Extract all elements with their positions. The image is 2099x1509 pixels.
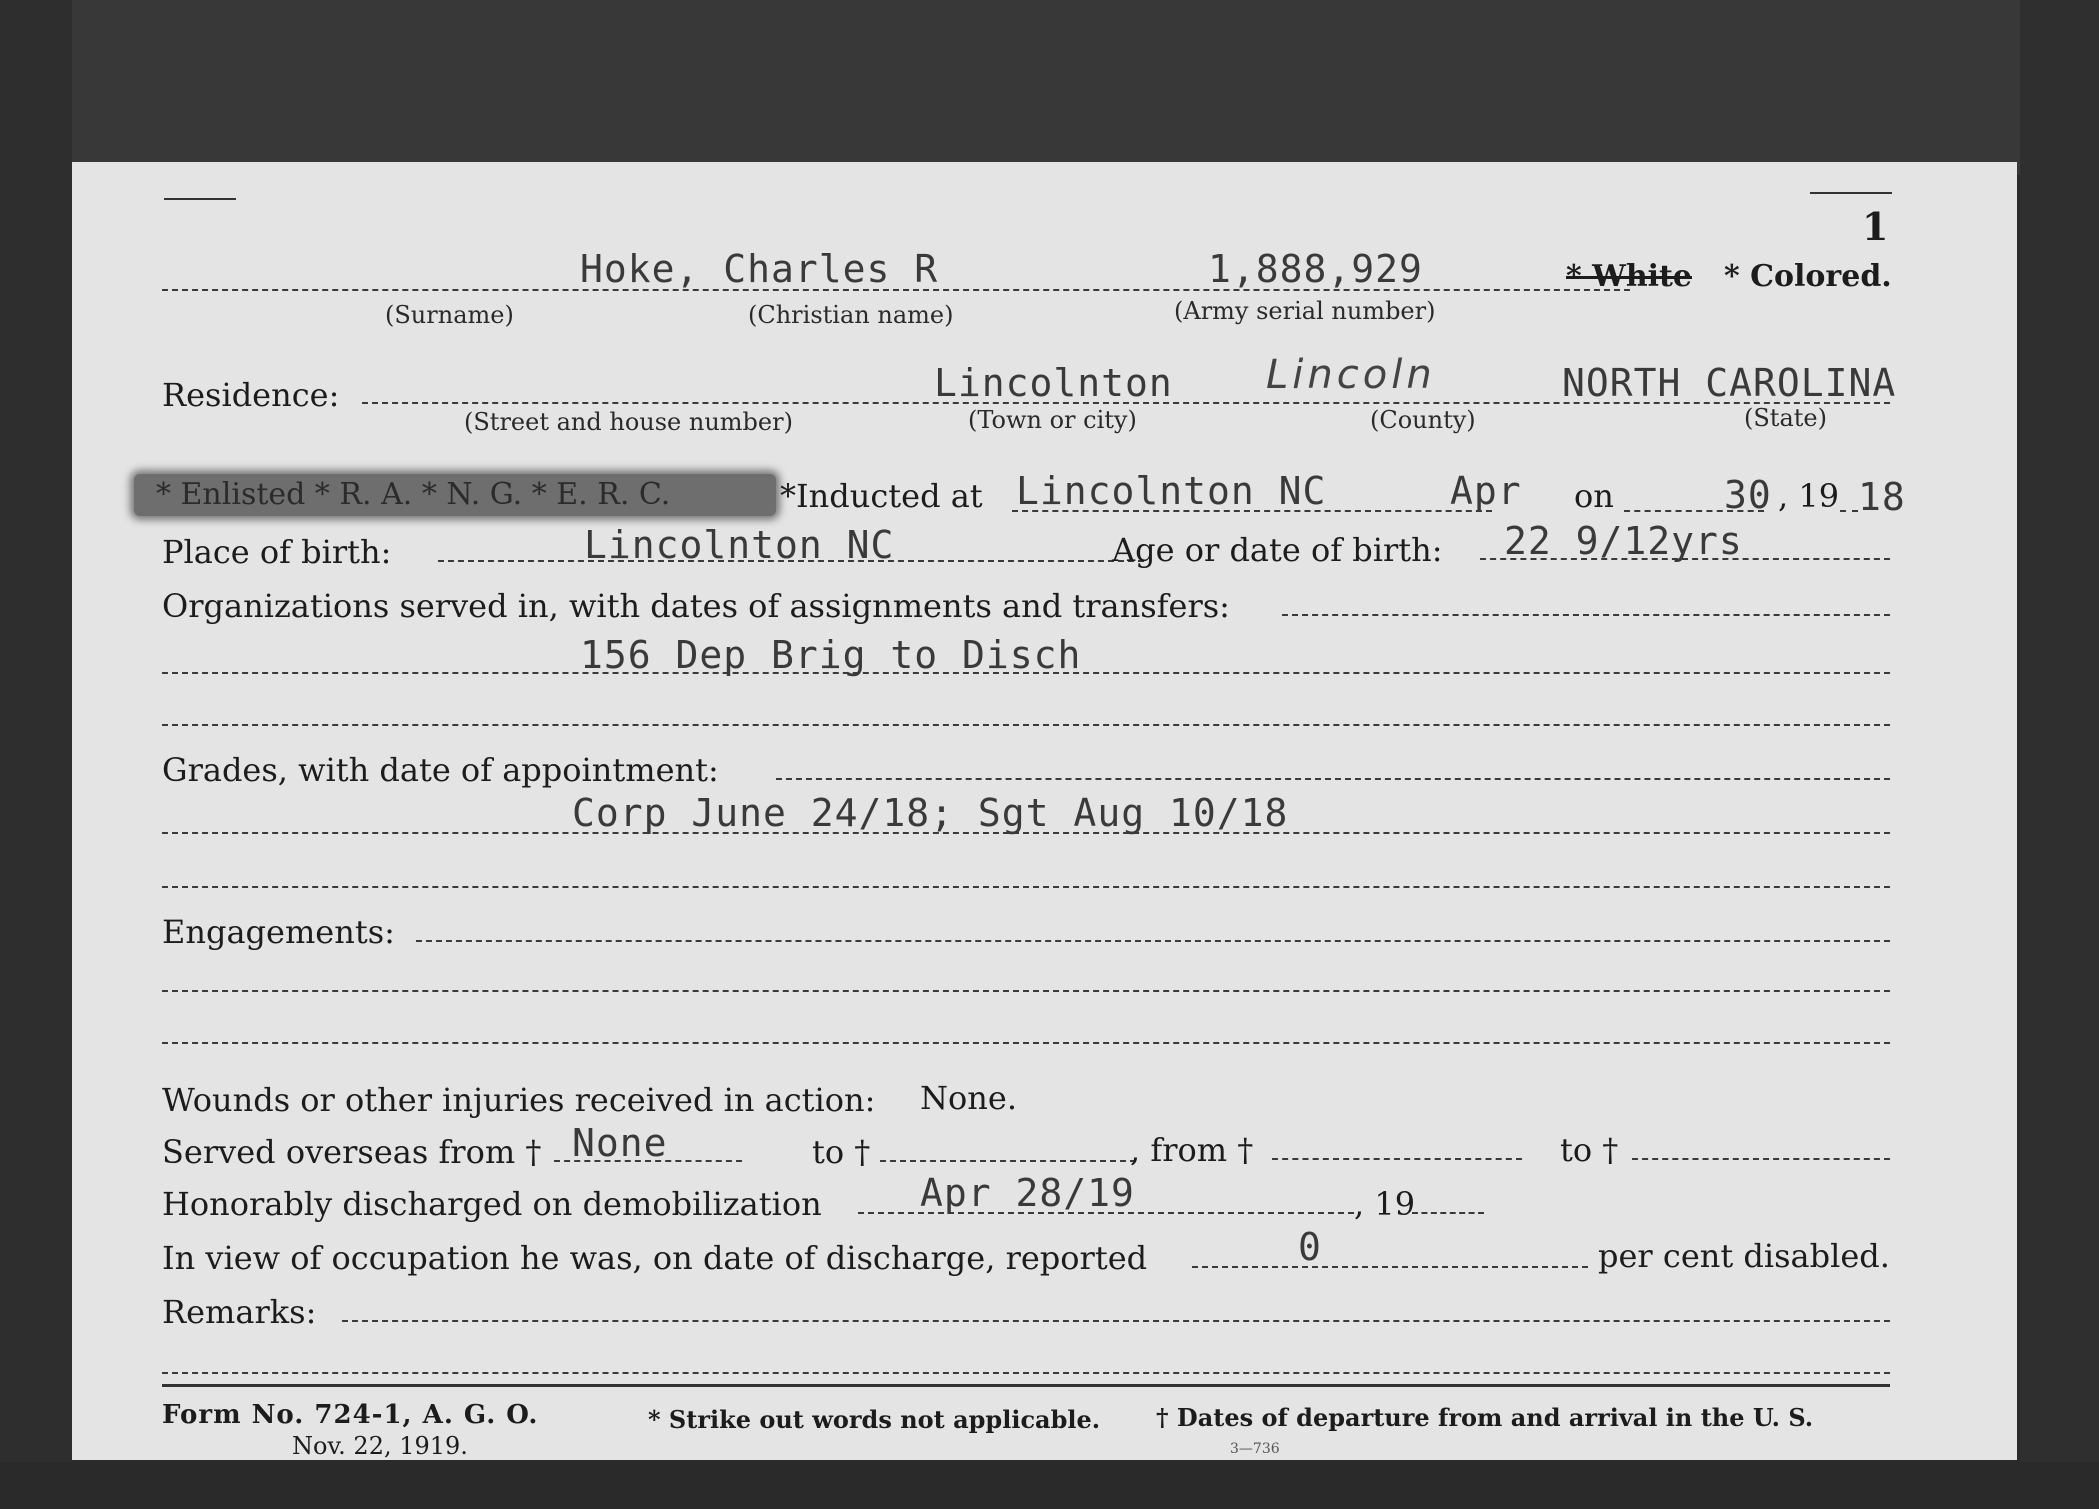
service-record-card <box>72 162 2017 1460</box>
street-label: (Street and house number) <box>464 408 793 436</box>
residence-state: NORTH CAROLINA <box>1562 361 1897 405</box>
discharge-label: Honorably discharged on demobilization <box>162 1185 822 1223</box>
state-label: (State) <box>1744 404 1827 432</box>
residence-label: Residence: <box>162 376 340 414</box>
age-value: 22 9/12yrs <box>1504 519 1743 563</box>
birthplace-value: Lincolnton NC <box>584 523 895 567</box>
engagements-underline-2 <box>162 990 1890 992</box>
overseas-label: Served overseas from † <box>162 1133 542 1171</box>
scan-background-bottom <box>0 1462 2099 1509</box>
scan-background-left <box>0 0 72 1509</box>
organizations-underline-1 <box>1282 614 1890 616</box>
inducted-day: 30 <box>1724 473 1772 517</box>
organizations-label: Organizations served in, with dates of assignments and transfers: <box>162 587 1230 625</box>
county-label: (County) <box>1370 406 1476 434</box>
inducted-year: 18 <box>1858 475 1906 519</box>
wounds-value: None. <box>920 1079 1017 1117</box>
surname-label: (Surname) <box>385 301 514 329</box>
disability-suffix: per cent disabled. <box>1598 1237 1890 1275</box>
remarks-underline-1 <box>342 1320 1890 1322</box>
scan-background-top <box>0 0 2099 175</box>
race-white: * White <box>1566 259 1692 294</box>
overseas-from-label-2: , from † <box>1130 1131 1254 1169</box>
name-value: Hoke, Charles R <box>580 247 939 291</box>
scan-background-right <box>2020 0 2099 1509</box>
form-number: Form No. 724-1, A. G. O. <box>162 1400 539 1430</box>
inducted-year-underline <box>1840 510 1858 512</box>
inducted-label: *Inducted at <box>780 477 983 515</box>
overseas-value: None <box>572 1121 668 1165</box>
top-left-rule <box>164 198 236 200</box>
remarks-label: Remarks: <box>162 1293 317 1331</box>
disability-underline <box>1192 1266 1588 1268</box>
strike-note: * Strike out words not applicable. <box>648 1405 1101 1434</box>
overseas-to-underline-2 <box>1632 1158 1890 1160</box>
town-label: (Town or city) <box>968 406 1137 434</box>
top-right-rule <box>1810 192 1892 194</box>
engagements-underline-3 <box>162 1042 1890 1044</box>
serial-label: (Army serial number) <box>1174 297 1436 325</box>
grades-underline-3 <box>162 886 1890 888</box>
discharge-value: Apr 28/19 <box>920 1171 1135 1215</box>
overseas-to-underline-1 <box>880 1160 1136 1162</box>
dates-note: † Dates of departure from and arrival in the U. S. <box>1156 1403 1814 1432</box>
age-label: Age or date of birth: <box>1112 531 1443 569</box>
overseas-from-underline-2 <box>1272 1158 1522 1160</box>
remarks-underline-2 <box>162 1372 1890 1374</box>
card-number: 1 <box>1862 204 1889 249</box>
discharge-year-underline <box>1412 1212 1484 1214</box>
wounds-label: Wounds or other injuries received in action: <box>162 1081 876 1119</box>
inducted-place: Lincolnton NC <box>1016 469 1327 513</box>
overseas-to-label-2: to † <box>1560 1131 1619 1169</box>
organizations-value: 156 Dep Brig to Disch <box>580 633 1082 677</box>
engagements-label: Engagements: <box>162 913 395 951</box>
organizations-underline-3 <box>162 724 1890 726</box>
print-code: 3—736 <box>1230 1441 1280 1457</box>
disability-value: 0 <box>1298 1225 1322 1269</box>
birthplace-label: Place of birth: <box>162 533 392 571</box>
inducted-on-label: on <box>1574 477 1614 515</box>
grades-value: Corp June 24/18; Sgt Aug 10/18 <box>572 791 1289 835</box>
serial-value: 1,888,929 <box>1208 247 1423 291</box>
inducted-month: Apr <box>1450 469 1522 513</box>
engagements-underline-1 <box>416 940 1890 942</box>
race-colored: * Colored. <box>1724 259 1892 294</box>
enlisted-options: * Enlisted * R. A. * N. G. * E. R. C. <box>156 477 671 512</box>
inducted-year-prefix: , 19 <box>1778 477 1840 515</box>
christian-name-label: (Christian name) <box>748 301 954 329</box>
residence-county: Lincoln <box>1266 352 1436 398</box>
overseas-to-label-1: to † <box>812 1133 871 1171</box>
footer-rule <box>162 1384 1890 1387</box>
discharge-year-prefix: , 19 <box>1354 1185 1416 1223</box>
grades-underline-1 <box>776 778 1890 780</box>
grades-label: Grades, with date of appointment: <box>162 751 719 789</box>
residence-town: Lincolnton <box>934 361 1173 405</box>
disability-label: In view of occupation he was, on date of discharge, reported <box>162 1239 1148 1277</box>
form-date: Nov. 22, 1919. <box>292 1432 468 1460</box>
